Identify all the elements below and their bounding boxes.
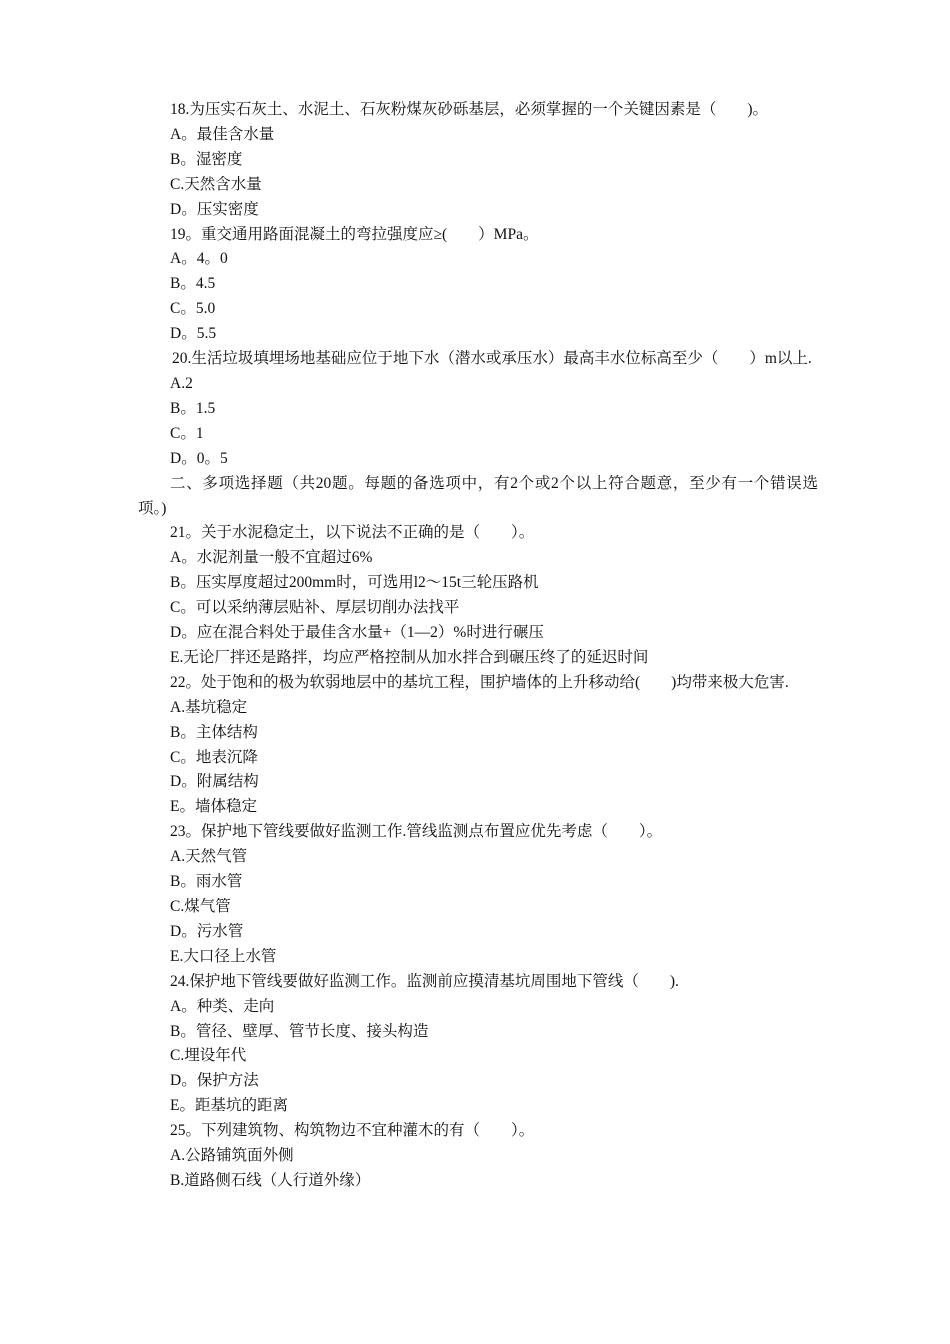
- question-22-option-d: D。附属结构: [170, 773, 259, 791]
- question-23-option-c: C.煤气管: [170, 898, 231, 915]
- question-24-option-b: B。管径、壁厚、管节长度、接头构造: [170, 1022, 429, 1040]
- question-22-option-a: A.基坑稳定: [170, 698, 248, 716]
- question-22-stem: 22。处于饱和的极为软弱地层中的基坑工程，围护墙体的上升移动给( )均带来极大危害.: [170, 673, 789, 691]
- question-20-option-d: D。0。5: [170, 449, 228, 467]
- question-19-option-c: C。5.0: [170, 300, 216, 318]
- question-24-option-d: D。保护方法: [170, 1072, 259, 1090]
- question-24-option-a: A。种类、走向: [170, 997, 275, 1015]
- question-25-stem: 25。下列建筑物、构筑物边不宜种灌木的有（ ）。: [170, 1122, 535, 1140]
- question-21-option-b: B。压实厚度超过200mm时，可选用l2～15t三轮压路机: [170, 574, 539, 592]
- question-24-stem: 24.保护地下管线要做好监测工作。监测前应摸清基坑周围地下管线（ ).: [170, 972, 679, 990]
- question-21-option-e: E.无论厂拌还是路拌，均应严格控制从加水拌合到碾压终了的延迟时间: [170, 648, 649, 666]
- question-23-option-b: B。雨水管: [170, 873, 243, 891]
- question-21-option-a: A。水泥剂量一般不宜超过6%: [170, 549, 373, 567]
- question-18-option-a: A。最佳含水量: [170, 125, 275, 143]
- question-25-option-a: A.公路铺筑面外侧: [170, 1147, 294, 1165]
- question-18-option-c: C.天然含水量: [170, 175, 262, 193]
- question-22-option-c: C。地表沉降: [170, 748, 258, 766]
- question-19-stem: 19。重交通用路面混凝土的弯拉强度应≥( ）MPa。: [170, 225, 539, 243]
- question-21-option-c: C。可以采纳薄层贴补、厚层切削办法找平: [170, 599, 460, 617]
- question-22-option-b: B。主体结构: [170, 723, 258, 741]
- question-25-option-b: B.道路侧石线（人行道外缘）: [170, 1171, 371, 1189]
- question-20-stem: 20.生活垃圾填埋场地基础应位于地下水（潜水或承压水）最高丰水位标高至少（ ）m以上.: [172, 350, 812, 368]
- question-24-option-e: E。距基坑的距离: [170, 1097, 288, 1115]
- question-19-option-b: B。4.5: [170, 275, 216, 293]
- question-21-stem: 21。关于水泥稳定土，以下说法不正确的是（ ）。: [170, 524, 535, 542]
- question-19-option-d: D。5.5: [170, 325, 217, 343]
- question-20-option-b: B。1.5: [170, 399, 216, 417]
- question-20-option-a: A.2: [170, 374, 193, 392]
- question-23-stem: 23。保护地下管线要做好监测工作.管线监测点布置应优先考虑（ ）。: [170, 823, 663, 841]
- question-23-option-a: A.天然气管: [170, 848, 248, 866]
- question-23-option-d: D。污水管: [170, 922, 244, 940]
- question-23-option-e: E.大口径上水管: [170, 947, 277, 965]
- question-20-option-c: C。1: [170, 424, 204, 442]
- question-list: [138, 98, 818, 1194]
- question-24-option-c: C.埋设年代: [170, 1047, 247, 1065]
- question-18-stem: 18.为压实石灰土、水泥土、石灰粉煤灰砂砾基层，必须掌握的一个关键因素是（ )。: [170, 101, 769, 118]
- question-18-option-d: D。压实密度: [170, 200, 259, 218]
- question-19-option-a: A。4。0: [170, 250, 228, 268]
- question-21-option-d: D。应在混合料处于最佳含水量+（1—2）%时进行碾压: [170, 624, 544, 642]
- question-22-option-e: E。墙体稳定: [170, 798, 257, 816]
- question-18-option-b: B。湿密度: [170, 150, 243, 168]
- section-2-heading: 二、多项选择题（共20题。每题的备选项中，有2个或2个以上符合题意，至少有一个错误选项。): [138, 474, 818, 517]
